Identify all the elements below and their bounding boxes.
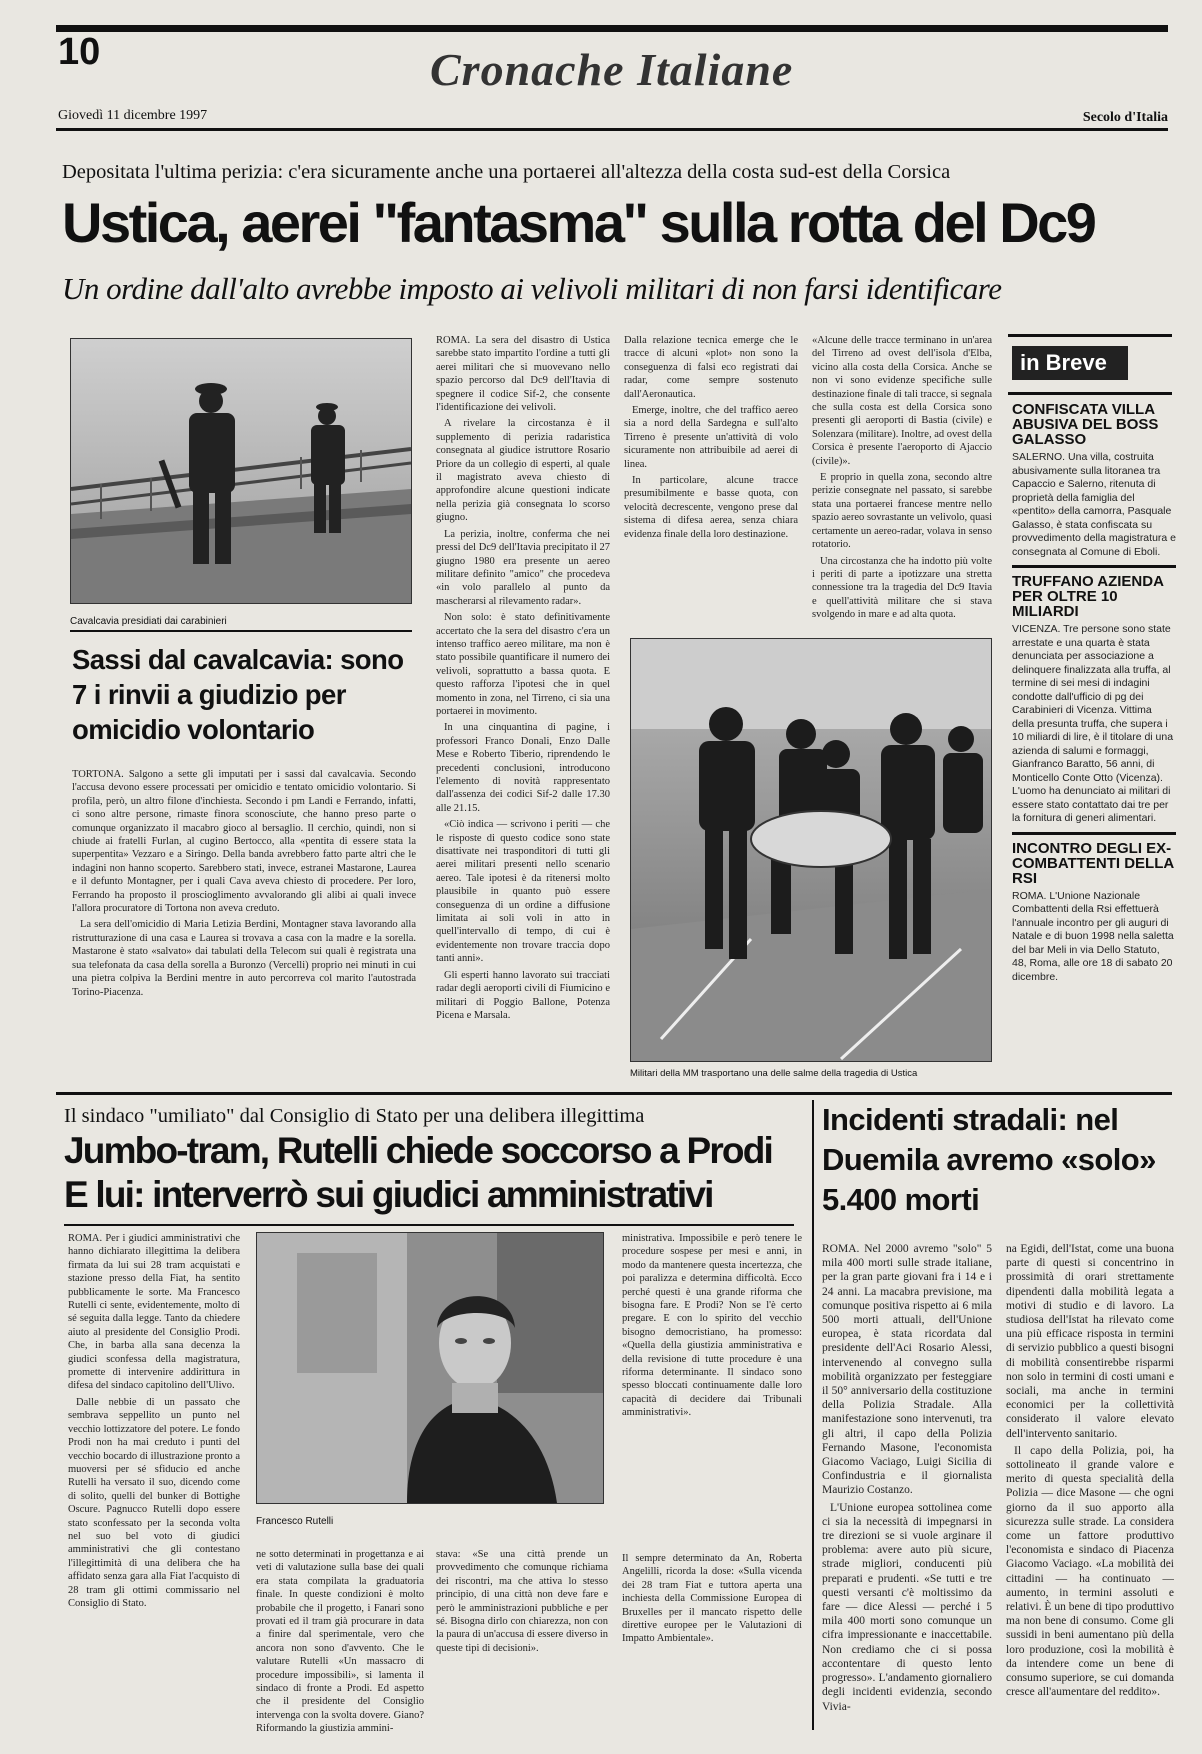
rutelli-paragraph: ROMA. Per i giudici amministrativi che hanno dichiarato illegittima la delibera firmata da lui sui 28 tram acquistati e stazione presso della Fiat, ha sentito pubblicamente le sorte. Ma Francesco Rutelli ci sente, evidentemente, molto di sé seguita dalla legge. Tanto da chiedere aiuto al presidente del Consiglio Prodi. Che, in barba alla sana decenza la giudici sconfessa della magistratura, promette di intervenire addirittura in difesa del sindaco capitolino dell'Ulivo. <box>68 1233 240 1392</box>
rutelli-headline-1: Jumbo-tram, Rutelli chiede soccorso a Prodi <box>64 1130 773 1171</box>
lead-paragraph: «Alcune delle tracce terminano in un'area del Tirreno ad ovest dell'isola d'Elba, vicino alla costa della Corsica. Anche se non vi sono evidenze specifiche sulle destinazione finale di tali tracce, si segnala che sulla costa est della Corsica sono presenti gli aeroporti di Bastia (civile) e Solenzara (militare). Inoltre, ad ovest della Corsica è presente l'aeroporto di Ajaccio (civile)». <box>812 335 992 467</box>
lead-paragraph: Una circostanza che ha indotto più volte i periti di parte a ipotizzare una stretta connessione tra la tragedia del Dc9 Itavia e quell'attività militare che si stava svolgendo in mare e ad alta quota. <box>812 555 992 621</box>
brief-title: TRUFFANO AZIENDA PER OLTRE 10 MILIARDI <box>1012 573 1164 620</box>
lead-column-3 <box>812 334 992 626</box>
accidents-headline: Incidenti stradali: nel Duemila avremo «solo» 5.400 morti <box>822 1102 1156 1217</box>
masthead-rule <box>56 128 1168 131</box>
brief-item <box>1012 402 1176 559</box>
briefs-header-rule <box>1008 392 1172 395</box>
lead-paragraph: Gli esperti hanno lavorato sui tracciati radar degli aeroporti civili di Fiumicino e militari di Poggio Ballone, Potenza Picena e Marsala. <box>436 969 610 1021</box>
lead-paragraph: La perizia, inoltre, conferma che nei pressi del Dc9 dell'Itavia precipitato il 27 giugno 1980 era presente un aereo militare definito "amico" che procedeva «in volo parallelo al punto da mascherarsi al rilevamento radar». <box>436 528 610 607</box>
briefs-list <box>1012 402 1176 1102</box>
lead-paragraph: «Ciò indica — scrivono i periti — che le risposte di questo codice sono state disattivate nei trasponditori di tutti gli aerei militari presenti nello scenario aereo. Tale ipotesi è da ritenersi molto plausibile in quanto può essere conseguenza di un ordine a diffusione limitata ai soli voli in atto in quell'intervallo di tempo, di cui è evidentemente non trovare traccia dopo tanti anni». <box>436 819 610 965</box>
rutelli-rule <box>64 1224 794 1226</box>
rutelli-paragraph: Dalle nebbie di un passato che sembrava seppellito un punto nel vecchio lottizzatore del potere. Le fondo Prodi non ha mai creduto i punti del vecchio bocardo di illustrazione pronto a muoversi per sé sfiducio ed anche Rutelli ha versato il suo, dicendo come di solito, quelli del bunker di Bottighe Oscure. Pagnucco Rutelli dopo essere stato sconfessato per la seconda volta nel suo bel voto di giudici amministrativi che gli contestano l'illegittimità di una delibera che ha affidato senza gara alla Fiat l'acquisto di 28 tram gli ottimi commissario nel Consiglio di Stato. <box>68 1396 240 1609</box>
brief-text: VICENZA. Tre persone sono state arrestate e una quarta è stata denunciata per associazione a delinquere finalizzata alla truffa, al termine di sei mesi di indagini condotte dall'ufficio di pg dei Carabinieri di Vicenza. Vittima della presunta truffa, che supera i 10 miliardi di lire, è il titolare di una azienda di salumi e formaggi, Gianfranco Baratto, 56 anni, di Monticello Conte Otto (Vicenza). L'uomo ha denunciato ai militari di essere stato contattato dai tre per la fornitura di generi alimentari. <box>1012 623 1174 824</box>
lead-kicker: Depositata l'ultima perizia: c'era sicuramente anche una portaerei all'altezza della costa sud-est della Corsica <box>62 161 951 183</box>
lead-paragraph: Emerge, inoltre, che del traffico aereo sia a nord della Sardegna e sull'alto Tirreno è presente un'attività di volo sicuramente non attribuibile ad aerei di linea. <box>624 405 798 470</box>
rutelli-photo-illustration <box>257 1233 603 1503</box>
carabinieri-photo-caption: Cavalcavia presidiati dai carabinieri <box>70 616 227 627</box>
ustica-photo <box>630 638 992 1062</box>
rutelli-column-bottom-1 <box>256 1548 424 1734</box>
top-rule <box>56 25 1168 32</box>
middle-rule <box>56 1092 1172 1095</box>
brief-item <box>1012 841 1176 985</box>
lead-headline: Ustica, aerei "fantasma" sulla rotta del Dc9 <box>62 191 1095 254</box>
briefs-top-rule <box>1008 334 1172 337</box>
second-story-paragraph: TORTONA. Salgono a sette gli imputati per i sassi dal cavalcavia. Secondo l'accusa devono essere processati per omicidio e tentato omicidio volontario. Si profila, però, un altro filone d'inchiesta. Secondo i pm Landi e Ferrando, infatti, ci sono altre persone, rimaste finora sconosciute, che hanno preso parte o comunque organizzato il macabro gioco al bersaglio. Il cerchio, quindi, non si chiude ai fratelli Furlan, al cugino Bertocco, alla «pentita di essere stata la superpentita» Vezzaro e a Siringo. Della banda avrebbero fatto parte altri che le indagini non hanno scoperto. Sarebbero stati, invece, estranei Mastarone, Laurea e il defunto Montagner, per i quali Cava aveva chiesto di procedere. Per loro, Ferrando ha proposto il proscioglimento avvalorando gli alibi ai quali invece l'allora procuratore di Tortona non aveva creduto. <box>72 769 416 915</box>
briefs-header <box>1012 346 1128 380</box>
second-story-rule <box>70 630 412 632</box>
lead-paragraph: A rivelare la circostanza è il supplemento di perizia radaristica consegnata al giudice istruttore Rosario Priore da un collegio di esperti, al quale il magistrato aveva chiesto di approfondire alcune questioni indicate nella perizia già consegnata lo scorso giugno. <box>436 418 610 524</box>
brief-item <box>1012 574 1176 826</box>
brief-divider <box>1012 832 1176 835</box>
second-story-headline: Sassi dal cavalcavia: sono 7 i rinvii a giudizio per omicidio volontario <box>72 644 404 745</box>
lead-subheadline: Un ordine dall'alto avrebbe imposto ai velivoli militari di non farsi identificare <box>62 271 1002 306</box>
rutelli-paragraph: Il sempre determinato da An, Roberta Angelilli, ricorda la dose: «Sulla vicenda dei 28 tram Fiat e tuttora aperta una inchiesta della Commissione Europea di Bruxelles per il mancato rispetto delle direttive europee per le Valutazioni di Impatto Ambientale». <box>622 1553 802 1645</box>
rutelli-photo-caption: Francesco Rutelli <box>256 1516 334 1527</box>
second-story-paragraph: La sera dell'omicidio di Maria Letizia Berdini, Montagner stava lavorando alla ristrutturazione di una casa e Laurea si trovava a casa con la madre e la sorella. Mastarone è stato «salvato» dai tabulati della Telecom sui quali è registrata una sua telefonata da casa della sorella a Buronzo (Vercelli) proprio nei minuti in cui una pietra colpiva la Berdini mentre in auto percorreva col marito l'autostrada Torino-Piacenza. <box>72 919 416 998</box>
brief-title: CONFISCATA VILLA ABUSIVA DEL BOSS GALASSO <box>1012 402 1159 448</box>
lead-paragraph: Non solo: è stato definitivamente accertato che la sera del disastro c'era un intenso traffico aereo militare, ma non è stato possibile quantificare il numero dei velivoli, soprattutto a bassa quota. E questo rafforza l'ipotesi che in quel momento in zona, nel Tirreno, ci sia una portaerei in movimento. <box>436 612 610 717</box>
lead-paragraph: Dalla relazione tecnica emerge che le tracce di alcuni «plot» non sono la conseguenza di falsi eco registrati dai radar, come sempre sostenuto dall'Aeronautica. <box>624 335 798 400</box>
lead-paragraph: ROMA. La sera del disastro di Ustica sarebbe stato impartito l'ordine a tutti gli aerei militari che si muovevano nello spazio percorso dal Dc9 dell'Itavia di spegnere il codice Sif-2, che consente l'identificazione dei velivoli. <box>436 335 610 414</box>
accidents-divider <box>812 1100 814 1730</box>
accidents-column-right <box>1006 1242 1174 1734</box>
rutelli-paragraph: stava: «Se una città prende un provvedimento che comunque richiama dei riscontri, ma che attiva lo stesso principio, di una città non deve fare e però le amministrazioni pubbliche e per sé. Bisogna dirlo con chiarezza, non con la paura di un'accusa di essere diverso in queste tipi di decisioni». <box>436 1549 608 1654</box>
rutelli-headline-2: E lui: interverrò sui giudici amministrativi <box>64 1174 713 1215</box>
briefs-header-label: in Breve <box>1020 350 1107 375</box>
brief-text: SALERNO. Una villa, costruita abusivamente sulla litoranea tra Capaccio e Salerno, ritenuta di proprietà della famiglia del «pentito» della camorra, Pasquale Galasso, è stata confiscata su provvedimento della magistratura e consegnata al Comune di Eboli. <box>1012 451 1176 558</box>
carabinieri-photo <box>70 338 412 604</box>
carabinieri-photo-illustration <box>71 339 411 603</box>
lead-paragraph: In una cinquantina di pagine, i professori Franco Donali, Enzo Dalle Mese e Roberto Tiberio, riprendendo le precedenti conclusioni, introducono l'elemento di novità rappresentato dall'assenza dei codici Sif-2 dalle 17.30 alle 21.15. <box>436 722 610 814</box>
rutelli-paragraph: ministrativa. Impossibile e però tenere le procedure sospese per mesi e anni, in modo da mantenere questa incertezza, che poi paralizza e determina difficoltà. Ecco perché questi è una grande riforma che bisogna fare. E Prodi? Non se l'è certo pregare. E con lo spirito del vecchio bisogno democristiano, ha promesso: «Quella della giustizia amministrativa e della revisione di tutte procedure è una riforma determinante. Il sindaco sono spesso bloccati continuamente dalle loro capacità di decidere dai Tribunali amministrativi». <box>622 1233 802 1419</box>
second-story-body <box>72 768 416 1030</box>
rutelli-column-bottom-2 <box>436 1548 608 1734</box>
ustica-photo-illustration <box>631 639 991 1061</box>
paper-name: Secolo d'Italia <box>1082 110 1168 125</box>
issue-date: Giovedì 11 dicembre 1997 <box>58 108 208 123</box>
accidents-paragraph: L'Unione europea sottolinea come ci sia la necessità di impegnarsi in tre direzioni se si vuole arginare il problema: avere auto più sicure, strade migliori, conducenti più preparati e prudenti. «Se tutti e tre questi versanti c'è moltissimo da fare — dice Alessi — perché i 5 mila 400 morti sono comunque un cifra impressionante e inaccettabile. Non crediamo che ci si possa accontentare di questo lento progresso». L'andamento giornaliero degli incidenti evidenzia, secondo Vivia- <box>822 1501 992 1713</box>
rutelli-paragraph: ne sotto determinati in progettanza e ai veti di valutazione sulla base dei quali era stata compilata la graduatoria finale. In queste condizioni è molto probabile che il progetto, i Fanari sono provati ed il tram già procurare in data a finire dal sperimentale, vero che ancora non sono d'avvento. Che le valutare Rutelli «Un massacro di procedure impossibili», si lamenta il sindaco di fronte a Prodi. Ed aspetto che il presidente del Consiglio intervenga con la svolta dovere. Giano? Riformando la giustizia ammini- <box>256 1549 424 1734</box>
rutelli-column-right <box>622 1232 802 1548</box>
brief-title: INCONTRO DEGLI EX-COMBATTENTI DELLA RSI <box>1012 839 1174 887</box>
lead-column-2 <box>624 334 798 626</box>
ustica-photo-caption: Militari della MM trasportano una delle salme della tragedia di Ustica <box>630 1068 918 1079</box>
accidents-column-left <box>822 1242 992 1734</box>
rutelli-column-left <box>68 1232 240 1732</box>
brief-divider <box>1012 565 1176 568</box>
accidents-paragraph: na Egidi, dell'Istat, come una buona parte di questi si concentrino in prossimità di orari strettamente dipendenti dalla mobilità legata a motivi di studio e di lavoro. La studiosa dell'Istat ha rilevato come una più efficace risposta in termini di servizio pubblico a questi bisogni di mobilità consentirebbe risparmi non solo in termini di costi umani e sociali, ma anche in termini economici per la collettività considerato il valore elevato dell'intervento sanitario. <box>1006 1243 1174 1440</box>
accidents-paragraph: Il capo della Polizia, poi, ha sottolineato il grande valore e merito di questa specialità della Polizia — dice Masone — che ogni giorno da il suo apporto alla sicurezza sulle strade. La considera come un fattore produttivo l'economista e sindaco di Piacenza Giacomo Vaciago. «La mobilità dei cittadini — ha continuato — aumento, in termini assoluti e relativi. È un bene di tipo produttivo ma non bene di consumo. Come gli sussidi in beni aumentano più della loro produzione, così la mobilità è da intendere come un bene di consumo superiore, se cui domanda cresce all'aumentare del reddito». <box>1006 1444 1174 1699</box>
brief-text: ROMA. L'Unione Nazionale Combattenti della Rsi effettuerà l'annuale incontro per gli auguri di Natale e di buon 1998 nella saletta del bar Meli in via Dello Statuto, 48, Roma, alle ore 18 di sabato 20 dicembre. <box>1012 889 1174 983</box>
lead-paragraph: In particolare, alcune tracce presumibilmente e basse quota, con velocità decrescente, vengono prese dal sistema di difesa aerea, senza chiara evidenza finale della loro destinazione. <box>624 475 798 540</box>
accidents-paragraph: ROMA. Nel 2000 avremo "solo" 5 mila 400 morti sulle strade italiane, per la gran parte giovani fra i 14 e i 24 anni. La macabra previsione, ma comunque positiva rispetto ai 6 mila 500 morti attuali, dell'Unione europea, è stata ricordata dal presidente dell'Aci Rosario Alessi, intervenendo al convegno sulla mobilità organizzato per festeggiare il 50° anniversario della costituzione della Polizia Stradale. Alla manifestazione sono intervenuti, tra gli altri, il capo della Polizia Fernando Masone, l'economista Giacomo Vaciago, Luigi Sicilia di Confindustria e il giornalista Maurizio Costanzo. <box>822 1243 992 1497</box>
rutelli-photo <box>256 1232 604 1504</box>
page-number: 10 <box>58 31 101 73</box>
lead-column-1 <box>436 334 610 1074</box>
rutelli-column-bottom-3 <box>622 1552 802 1734</box>
lead-paragraph: E proprio in quella zona, secondo altre perizie consegnate nel passato, si sarebbe stata una portaerei francese mentre nello spazio aereo sovrastante un velivolo, quasi certamente un aereo-radar, volava in senso rotatorio. <box>812 472 992 551</box>
section-title: Cronache Italiane <box>430 44 794 95</box>
rutelli-kicker: Il sindaco "umiliato" dal Consiglio di Stato per una delibera illegittima <box>64 1105 645 1127</box>
